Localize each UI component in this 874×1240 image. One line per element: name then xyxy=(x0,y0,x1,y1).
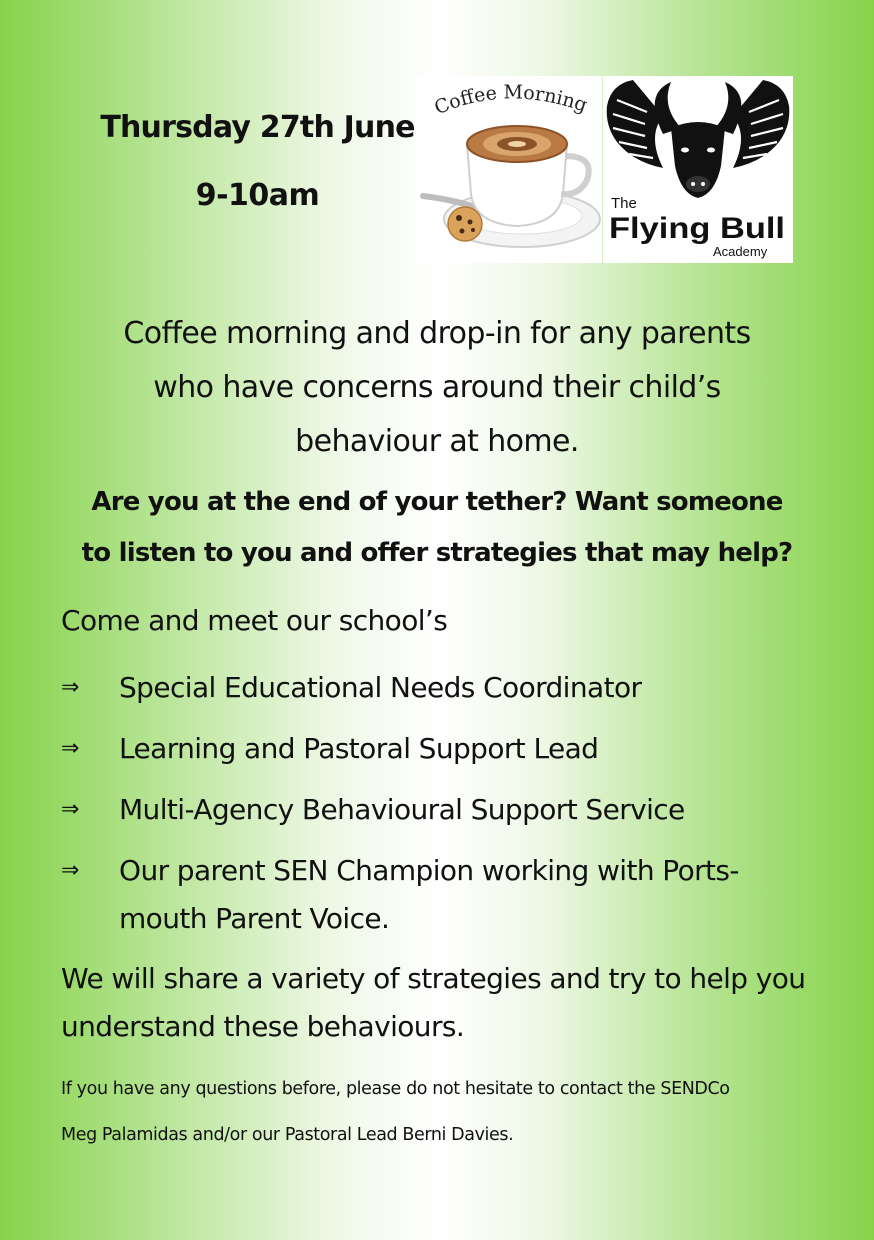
coffee-morning-logo xyxy=(417,76,602,263)
event-date: Thursday 27th June xyxy=(100,110,415,145)
list-item xyxy=(61,786,841,834)
contact-text xyxy=(61,1066,831,1158)
question-line-2: to listen to you and offer strategies that may help? xyxy=(81,538,793,568)
event-time: 9-10am xyxy=(195,178,320,213)
question-text xyxy=(40,477,834,579)
arrow-icon: ⇒ xyxy=(61,736,79,761)
role-label: Learning and Pastoral Support Lead xyxy=(119,732,599,765)
academy-logo-the: The xyxy=(611,195,637,212)
list-item xyxy=(61,725,841,773)
arrow-icon: ⇒ xyxy=(61,797,79,822)
intro-line-2: who have concerns around their child’s xyxy=(153,370,721,405)
coffee-cup-icon xyxy=(417,76,602,263)
role-label: Our parent SEN Champion working with Ports-mouth Parent Voice. xyxy=(119,854,739,935)
contact-line-2: Meg Palamidas and/or our Pastoral Lead Berni Davies. xyxy=(61,1125,514,1145)
list-item xyxy=(61,664,841,712)
arrow-icon: ⇒ xyxy=(61,675,79,700)
academy-logo-subtitle: Academy xyxy=(713,244,768,259)
meet-heading: Come and meet our school’s xyxy=(61,604,448,637)
contact-line-1: If you have any questions before, please do not hesitate to contact the SENDCo xyxy=(61,1079,730,1099)
share-text: We will share a variety of strategies and try to help you understand these behaviours. xyxy=(61,962,806,1043)
role-label: Special Educational Needs Coordinator xyxy=(119,671,642,704)
coffee-logo-title: Coffee Morning xyxy=(431,81,590,120)
flying-bull-academy-logo xyxy=(603,76,793,263)
question-line-1: Are you at the end of your tether? Want someone xyxy=(91,487,783,517)
svg-text:Coffee Morning xyxy=(431,81,590,119)
intro-line-3: behaviour at home. xyxy=(295,424,579,459)
arrow-icon: ⇒ xyxy=(61,858,79,883)
role-label: Multi-Agency Behavioural Support Service xyxy=(119,793,685,826)
roles-list xyxy=(61,664,841,956)
intro-line-1: Coffee morning and drop-in for any parents xyxy=(123,316,751,351)
academy-logo-name: Flying Bull xyxy=(609,212,785,245)
list-item xyxy=(61,847,841,943)
bull-icon xyxy=(603,76,793,263)
intro-text xyxy=(40,307,834,469)
